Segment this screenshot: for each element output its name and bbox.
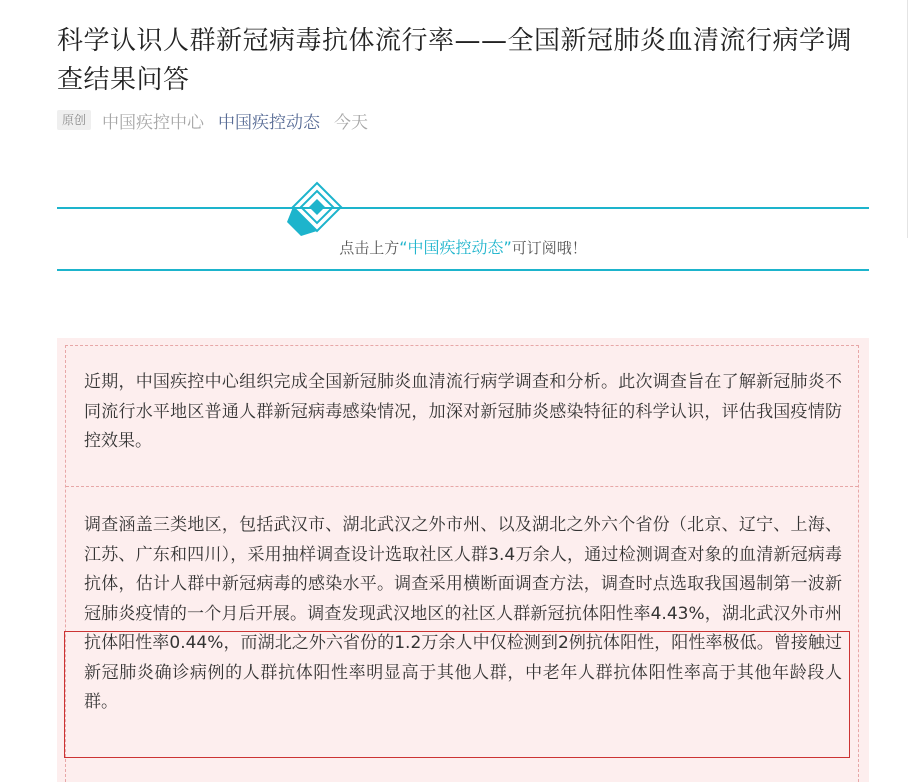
banner-bottom-line — [57, 269, 869, 271]
account-link[interactable]: 中国疾控动态 — [218, 112, 321, 133]
banner-top-line — [57, 207, 869, 209]
article-meta — [57, 108, 368, 132]
highlight-annotation-box — [64, 631, 850, 758]
subscribe-banner — [57, 180, 869, 274]
subscribe-account-link[interactable]: “中国疾控动态” — [399, 238, 512, 257]
article-title: 科学认识人群新冠病毒抗体流行率——全国新冠肺炎血清流行病学调查结果问答 — [57, 26, 853, 95]
author-name: 中国疾控中心 — [102, 112, 205, 133]
original-badge: 原创 — [57, 110, 91, 130]
section-divider — [66, 486, 858, 487]
article — [57, 0, 869, 712]
publish-date: 今天 — [334, 112, 369, 133]
intro-paragraph: 近期，中国疾控中心组织完成全国新冠肺炎血清流行病学调查和分析。此次调查旨在了解新冠肺炎不同流行水平地区普通人群新冠病毒感染情况，加深对新冠肺炎感染特征的科学认识，评估我国疫情防控效果。 — [84, 372, 842, 451]
subscribe-hint — [57, 235, 869, 258]
content-box — [57, 338, 869, 782]
scrollbar-edge[interactable] — [907, 0, 913, 238]
subscribe-prefix: 点击上方 — [339, 239, 400, 257]
survey-paragraph: 调查涵盖三类地区，包括武汉市、湖北武汉之外市州、以及湖北之外六个省份（北京、辽宁、上海、江苏、广东和四川），采用抽样调查设计选取社区人群3.4万余人，通过检测调查对象的血清新冠病毒抗体，估计人群中新冠病毒的感染水平。调查采用横断面调查方法，调查时点选取我国遏制第一波新冠肺炎疫情的一个月后开展。调查发现武汉地区的社区人群新冠抗体阳性率4.43%，湖北武汉外市州抗体阳性率0.44%，而湖北之外六省份的1.2万余人中仅检测到2例抗体阳性，阳性率极低。曾接触过新冠肺炎确诊病例的人群抗体阳性率明显高于其他人群，中老年人群抗体阳性率高于其他年龄段人群。 — [84, 515, 842, 712]
diamond-logo-icon — [287, 180, 347, 236]
subscribe-suffix: 可订阅哦！ — [511, 239, 587, 257]
